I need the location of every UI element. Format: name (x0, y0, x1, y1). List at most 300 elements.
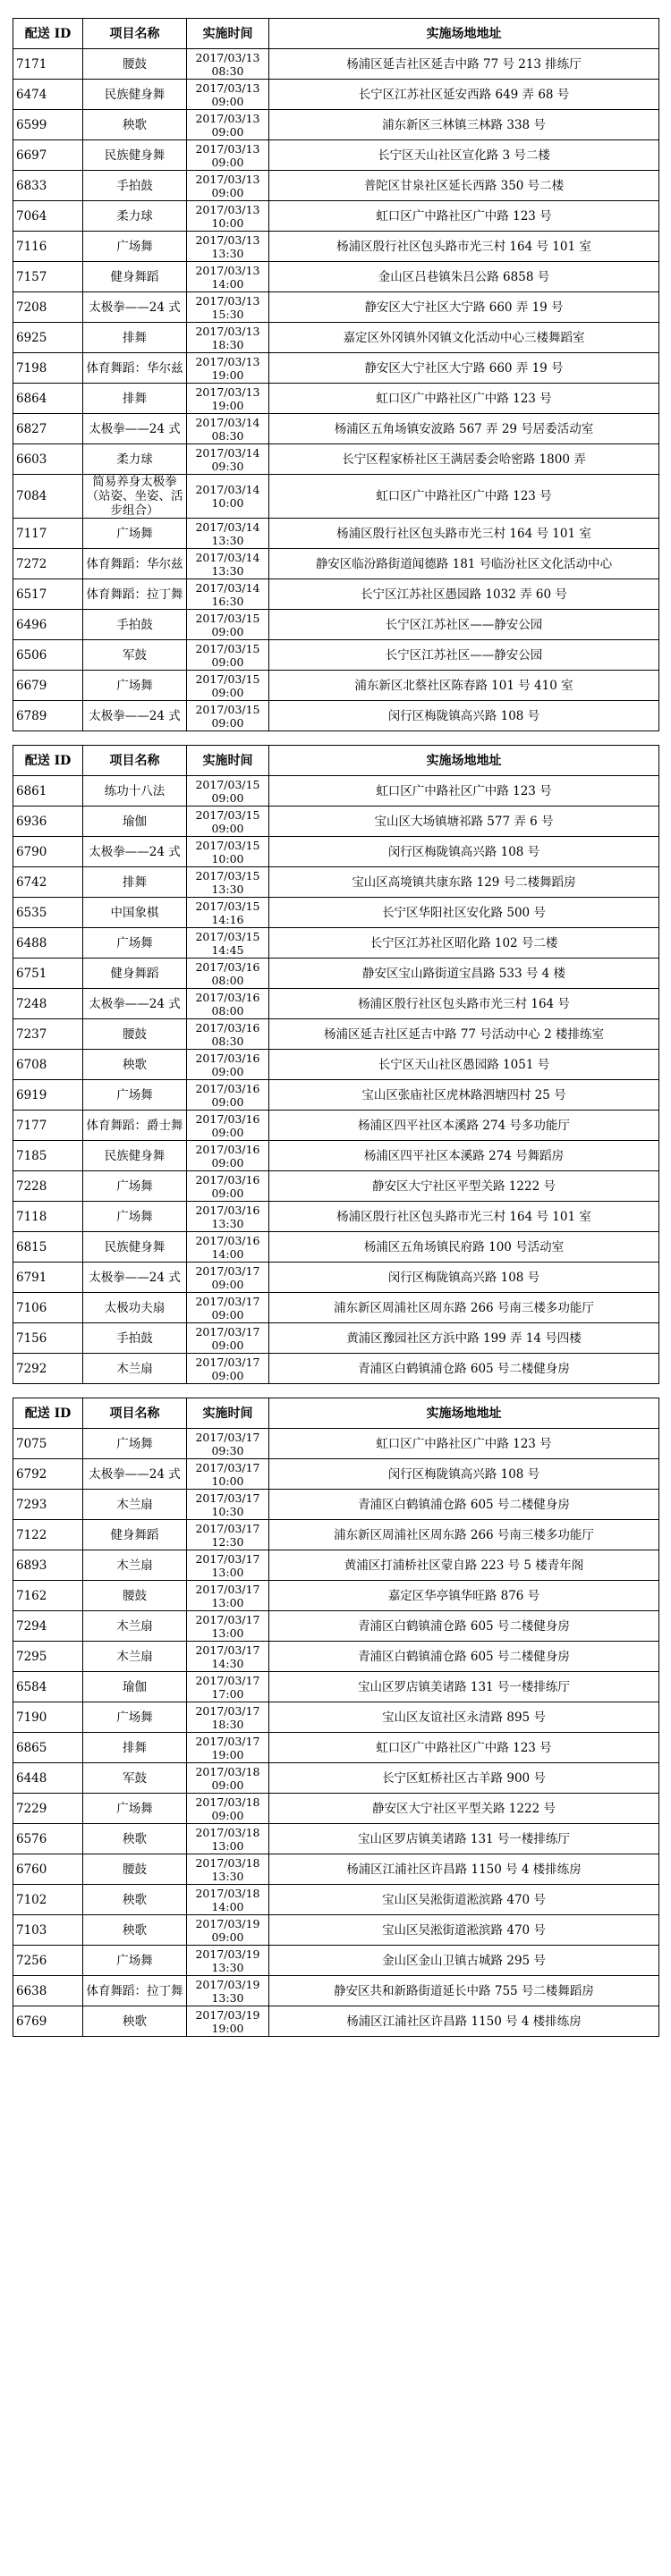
cell-id: 6506 (13, 640, 83, 671)
table-row (13, 928, 659, 959)
cell-address: 静安区大宁社区平型关路 1222 号 (269, 1794, 659, 1824)
cell-date-text: 2017/03/17 (195, 1324, 260, 1339)
cell-clock-text: 13:00 (211, 1595, 244, 1609)
table-row (13, 1080, 659, 1111)
cell-address: 青浦区白鹤镇浦仓路 605 号二楼健身房 (269, 1490, 659, 1520)
cell-clock-text: 08:00 (211, 973, 244, 987)
cell-project-name: 健身舞蹈 (83, 1520, 187, 1550)
cell-time (187, 414, 269, 444)
cell-id: 6893 (13, 1550, 83, 1581)
cell-clock-text: 13:00 (211, 1626, 244, 1640)
cell-project-name: 民族健身舞 (83, 1141, 187, 1171)
cell-project-name: 中国象棋 (83, 898, 187, 928)
cell-project-name: 秧歌 (83, 1824, 187, 1854)
cell-time (187, 1550, 269, 1581)
cell-project-name: 健身舞蹈 (83, 262, 187, 292)
cell-project-name: 秧歌 (83, 2006, 187, 2037)
table-row (13, 232, 659, 262)
cell-project-name: 秧歌 (83, 1050, 187, 1080)
cell-clock-text: 09:00 (211, 1277, 244, 1291)
column-header-time: 实施时间 (187, 746, 269, 776)
cell-date-text: 2017/03/13 (195, 80, 260, 95)
cell-address: 青浦区白鹤镇浦仓路 605 号二楼健身房 (269, 1642, 659, 1672)
column-header-name: 项目名称 (83, 19, 187, 49)
cell-date-text: 2017/03/13 (195, 111, 260, 125)
cell-date-text: 2017/03/13 (195, 172, 260, 186)
table-row (13, 292, 659, 323)
cell-address: 宝山区吴淞街道淞滨路 470 号 (269, 1885, 659, 1915)
cell-time (187, 1794, 269, 1824)
cell-time (187, 1019, 269, 1050)
table-row (13, 1824, 659, 1854)
table-row (13, 1581, 659, 1611)
cell-time (187, 928, 269, 959)
cell-clock-text: 14:16 (211, 912, 244, 926)
cell-time (187, 1581, 269, 1611)
cell-project-name: 广场舞 (83, 1202, 187, 1232)
cell-time (187, 1263, 269, 1293)
cell-id: 7118 (13, 1202, 83, 1232)
cell-address: 闵行区梅陇镇高兴路 108 号 (269, 837, 659, 867)
table-row (13, 1550, 659, 1581)
table-row (13, 1520, 659, 1550)
cell-id: 7075 (13, 1429, 83, 1459)
cell-id: 7272 (13, 549, 83, 579)
cell-project-name: 广场舞 (83, 1171, 187, 1202)
table-row (13, 444, 659, 475)
cell-time (187, 262, 269, 292)
cell-project-name: 太极拳——24 式 (83, 414, 187, 444)
cell-project-name: 太极拳——24 式 (83, 989, 187, 1019)
cell-project-name: 手拍鼓 (83, 610, 187, 640)
cell-project-name: 太极功夫扇 (83, 1293, 187, 1323)
cell-date-text: 2017/03/15 (195, 899, 260, 913)
table-row (13, 519, 659, 549)
cell-time (187, 444, 269, 475)
cell-address: 长宁区江苏社区延安西路 649 弄 68 号 (269, 80, 659, 110)
table-row (13, 1976, 659, 2006)
cell-time (187, 1520, 269, 1550)
cell-project-name: 瑜伽 (83, 1672, 187, 1702)
table-row (13, 1171, 659, 1202)
cell-date-text: 2017/03/13 (195, 50, 260, 64)
cell-address: 长宁区江苏社区愚园路 1032 弄 60 号 (269, 579, 659, 610)
cell-clock-text: 10:00 (211, 215, 244, 230)
table-row (13, 1794, 659, 1824)
cell-time (187, 640, 269, 671)
cell-address: 闵行区梅陇镇高兴路 108 号 (269, 1459, 659, 1490)
cell-id: 6576 (13, 1824, 83, 1854)
cell-clock-text: 13:30 (211, 1990, 244, 2005)
cell-time (187, 1141, 269, 1171)
cell-address: 杨浦区五角场镇安波路 567 弄 29 号居委活动室 (269, 414, 659, 444)
cell-id: 7256 (13, 1946, 83, 1976)
cell-project-name: 秧歌 (83, 110, 187, 140)
cell-address: 虹口区广中路社区广中路 123 号 (269, 1429, 659, 1459)
schedule-table (13, 1398, 659, 2037)
cell-time (187, 1854, 269, 1885)
cell-id: 7064 (13, 201, 83, 232)
table-row (13, 959, 659, 989)
cell-clock-text: 09:00 (211, 155, 244, 169)
column-header-address: 实施场地地址 (269, 1398, 659, 1429)
cell-id: 7185 (13, 1141, 83, 1171)
cell-project-name: 太极拳——24 式 (83, 292, 187, 323)
cell-time (187, 1642, 269, 1672)
table-row (13, 1111, 659, 1141)
cell-clock-text: 09:30 (211, 1443, 244, 1457)
cell-date-text: 2017/03/15 (195, 868, 260, 883)
cell-address: 杨浦区殷行社区包头路市光三村 164 号 (269, 989, 659, 1019)
cell-clock-text: 13:30 (211, 533, 244, 547)
cell-date-text: 2017/03/16 (195, 1203, 260, 1217)
cell-address: 杨浦区延吉社区延吉中路 77 号 213 排练厅 (269, 49, 659, 80)
cell-id: 6496 (13, 610, 83, 640)
cell-clock-text: 10:00 (211, 496, 244, 510)
cell-date-text: 2017/03/16 (195, 1142, 260, 1156)
cell-project-name: 体育舞蹈：华尔兹 (83, 549, 187, 579)
cell-address: 虹口区广中路社区广中路 123 号 (269, 384, 659, 414)
schedule-table (13, 745, 659, 1384)
cell-date-text: 2017/03/16 (195, 1172, 260, 1187)
cell-project-name: 体育舞蹈：拉丁舞 (83, 1976, 187, 2006)
cell-clock-text: 09:00 (211, 1186, 244, 1200)
cell-project-name: 太极拳——24 式 (83, 1459, 187, 1490)
column-header-id: 配送 ID (13, 19, 83, 49)
cell-date-text: 2017/03/13 (195, 354, 260, 368)
cell-clock-text: 09:00 (211, 1368, 244, 1382)
cell-id: 6864 (13, 384, 83, 414)
table-row (13, 549, 659, 579)
table-row (13, 1733, 659, 1763)
cell-clock-text: 09:00 (211, 790, 244, 805)
cell-address: 普陀区甘泉社区延长西路 350 号二楼 (269, 171, 659, 201)
cell-date-text: 2017/03/17 (195, 1430, 260, 1444)
cell-address: 长宁区江苏社区——静安公园 (269, 610, 659, 640)
cell-address: 嘉定区华亭镇华旺路 876 号 (269, 1581, 659, 1611)
cell-project-name: 柔力球 (83, 444, 187, 475)
cell-project-name: 瑜伽 (83, 807, 187, 837)
cell-date-text: 2017/03/16 (195, 1081, 260, 1095)
cell-clock-text: 15:30 (211, 307, 244, 321)
cell-date-text: 2017/03/18 (195, 1886, 260, 1900)
column-header-name: 项目名称 (83, 746, 187, 776)
table-row (13, 837, 659, 867)
cell-date-text: 2017/03/19 (195, 1977, 260, 1991)
cell-project-name: 广场舞 (83, 519, 187, 549)
cell-time (187, 323, 269, 353)
cell-clock-text: 19:00 (211, 2021, 244, 2035)
cell-project-name: 木兰扇 (83, 1354, 187, 1384)
cell-address: 金山区金山卫镇古城路 295 号 (269, 1946, 659, 1976)
cell-address: 虹口区广中路社区广中路 123 号 (269, 776, 659, 807)
cell-time (187, 1232, 269, 1263)
cell-project-name: 秧歌 (83, 1885, 187, 1915)
cell-project-name: 排舞 (83, 867, 187, 898)
cell-address: 静安区临汾路街道闻德路 181 号临汾社区文化活动中心 (269, 549, 659, 579)
cell-address: 虹口区广中路社区广中路 123 号 (269, 201, 659, 232)
cell-clock-text: 09:00 (211, 1778, 244, 1792)
table-row (13, 898, 659, 928)
cell-id: 6751 (13, 959, 83, 989)
cell-clock-text: 17:00 (211, 1686, 244, 1701)
cell-clock-text: 10:00 (211, 1474, 244, 1488)
cell-address: 宝山区大场镇塘祁路 577 弄 6 号 (269, 807, 659, 837)
table-row (13, 2006, 659, 2037)
cell-date-text: 2017/03/19 (195, 1947, 260, 1961)
cell-date-text: 2017/03/16 (195, 1233, 260, 1247)
table-row (13, 1702, 659, 1733)
cell-id: 6448 (13, 1763, 83, 1794)
cell-date-text: 2017/03/18 (195, 1825, 260, 1839)
cell-clock-text: 14:30 (211, 1656, 244, 1670)
cell-project-name: 木兰扇 (83, 1490, 187, 1520)
cell-time (187, 110, 269, 140)
cell-id: 6815 (13, 1232, 83, 1263)
table-row (13, 140, 659, 171)
cell-id: 7106 (13, 1293, 83, 1323)
cell-time (187, 1490, 269, 1520)
cell-date-text: 2017/03/17 (195, 1673, 260, 1687)
cell-date-text: 2017/03/14 (195, 445, 260, 460)
cell-id: 6833 (13, 171, 83, 201)
table-row (13, 1915, 659, 1946)
cell-project-name: 体育舞蹈：拉丁舞 (83, 579, 187, 610)
cell-time (187, 1672, 269, 1702)
cell-time (187, 519, 269, 549)
cell-project-name: 广场舞 (83, 1794, 187, 1824)
cell-project-name: 简易养身太极拳（站姿、坐姿、活步组合） (83, 475, 187, 519)
cell-address: 长宁区天山社区愚园路 1051 号 (269, 1050, 659, 1080)
cell-time (187, 1611, 269, 1642)
cell-clock-text: 09:30 (211, 459, 244, 473)
cell-clock-text: 13:30 (211, 1960, 244, 1974)
table-header-row (13, 19, 659, 49)
cell-time (187, 1171, 269, 1202)
cell-time (187, 80, 269, 110)
cell-address: 长宁区天山社区宣化路 3 号二楼 (269, 140, 659, 171)
cell-id: 7229 (13, 1794, 83, 1824)
cell-clock-text: 09:00 (211, 685, 244, 699)
cell-date-text: 2017/03/16 (195, 990, 260, 1004)
table-row (13, 1672, 659, 1702)
cell-address: 浦东新区周浦社区周东路 266 号南三楼多功能厅 (269, 1293, 659, 1323)
cell-date-text: 2017/03/16 (195, 1020, 260, 1035)
cell-address: 浦东新区三林镇三林路 338 号 (269, 110, 659, 140)
cell-date-text: 2017/03/14 (195, 580, 260, 595)
table-row (13, 323, 659, 353)
table-row (13, 171, 659, 201)
cell-clock-text: 18:30 (211, 1717, 244, 1731)
cell-id: 7295 (13, 1642, 83, 1672)
cell-date-text: 2017/03/18 (195, 1764, 260, 1778)
table-row (13, 475, 659, 519)
cell-clock-text: 14:00 (211, 276, 244, 291)
cell-address: 静安区大宁社区大宁路 660 弄 19 号 (269, 353, 659, 384)
cell-time (187, 1429, 269, 1459)
cell-date-text: 2017/03/16 (195, 959, 260, 974)
cell-date-text: 2017/03/13 (195, 263, 260, 277)
cell-address: 嘉定区外冈镇外冈镇文化活动中心三楼舞蹈室 (269, 323, 659, 353)
cell-id: 6865 (13, 1733, 83, 1763)
table-header-row (13, 1398, 659, 1429)
cell-project-name: 木兰扇 (83, 1611, 187, 1642)
cell-date-text: 2017/03/17 (195, 1734, 260, 1748)
table-row (13, 1854, 659, 1885)
cell-date-text: 2017/03/17 (195, 1294, 260, 1308)
table-row (13, 1642, 659, 1672)
cell-project-name: 军鼓 (83, 640, 187, 671)
cell-id: 6936 (13, 807, 83, 837)
cell-clock-text: 10:30 (211, 1504, 244, 1518)
table-row (13, 262, 659, 292)
cell-address: 长宁区华阳社区安化路 500 号 (269, 898, 659, 928)
cell-date-text: 2017/03/17 (195, 1551, 260, 1566)
table-row (13, 384, 659, 414)
table-row (13, 414, 659, 444)
cell-project-name: 广场舞 (83, 1702, 187, 1733)
cell-time (187, 1202, 269, 1232)
cell-date-text: 2017/03/15 (195, 838, 260, 852)
cell-date-text: 2017/03/15 (195, 611, 260, 625)
cell-date-text: 2017/03/17 (195, 1703, 260, 1718)
cell-date-text: 2017/03/18 (195, 1795, 260, 1809)
table-row (13, 1490, 659, 1520)
cell-address: 静安区大宁社区大宁路 660 弄 19 号 (269, 292, 659, 323)
cell-address: 杨浦区殷行社区包头路市光三村 164 号 101 室 (269, 1202, 659, 1232)
cell-address: 宝山区友谊社区永清路 895 号 (269, 1702, 659, 1733)
cell-id: 6708 (13, 1050, 83, 1080)
cell-address: 黄浦区豫园社区方浜中路 199 弄 14 号四楼 (269, 1323, 659, 1354)
cell-time (187, 171, 269, 201)
cell-project-name: 排舞 (83, 1733, 187, 1763)
table-row (13, 1946, 659, 1976)
column-header-id: 配送 ID (13, 1398, 83, 1429)
cell-clock-text: 08:30 (211, 63, 244, 78)
cell-id: 7292 (13, 1354, 83, 1384)
cell-time (187, 579, 269, 610)
cell-id: 6535 (13, 898, 83, 928)
table-row (13, 867, 659, 898)
cell-time (187, 837, 269, 867)
cell-clock-text: 12:30 (211, 1534, 244, 1549)
cell-id: 6919 (13, 1080, 83, 1111)
table-row (13, 640, 659, 671)
cell-address: 长宁区程家桥社区王满居委会哈密路 1800 弄 (269, 444, 659, 475)
cell-clock-text: 13:00 (211, 1838, 244, 1853)
cell-project-name: 民族健身舞 (83, 1232, 187, 1263)
cell-address: 杨浦区江浦社区许昌路 1150 号 4 楼排练房 (269, 2006, 659, 2037)
cell-project-name: 体育舞蹈：爵士舞 (83, 1111, 187, 1141)
cell-project-name: 腰鼓 (83, 49, 187, 80)
cell-time (187, 353, 269, 384)
cell-id: 6792 (13, 1459, 83, 1490)
cell-address: 杨浦区四平社区本溪路 274 号舞蹈房 (269, 1141, 659, 1171)
table-row (13, 1885, 659, 1915)
cell-date-text: 2017/03/13 (195, 232, 260, 247)
cell-clock-text: 19:00 (211, 398, 244, 412)
cell-clock-text: 13:00 (211, 1565, 244, 1579)
cell-date-text: 2017/03/14 (195, 519, 260, 534)
cell-project-name: 柔力球 (83, 201, 187, 232)
cell-id: 6638 (13, 1976, 83, 2006)
cell-project-name: 太极拳——24 式 (83, 837, 187, 867)
cell-date-text: 2017/03/14 (195, 415, 260, 429)
table-row (13, 201, 659, 232)
cell-project-name: 排舞 (83, 323, 187, 353)
cell-id: 7237 (13, 1019, 83, 1050)
cell-clock-text: 13:30 (211, 563, 244, 578)
cell-address: 长宁区江苏社区昭化路 102 号二楼 (269, 928, 659, 959)
table-row (13, 701, 659, 731)
cell-date-text: 2017/03/15 (195, 671, 260, 686)
cell-time (187, 1976, 269, 2006)
cell-address: 宝山区罗店镇美诸路 131 号一楼排练厅 (269, 1672, 659, 1702)
cell-clock-text: 08:00 (211, 1003, 244, 1018)
cell-project-name: 军鼓 (83, 1763, 187, 1794)
cell-clock-text: 13:30 (211, 882, 244, 896)
cell-id: 7198 (13, 353, 83, 384)
cell-id: 7248 (13, 989, 83, 1019)
cell-clock-text: 09:00 (211, 1064, 244, 1078)
cell-clock-text: 14:00 (211, 1899, 244, 1913)
table-row (13, 989, 659, 1019)
cell-clock-text: 16:30 (211, 594, 244, 608)
cell-date-text: 2017/03/15 (195, 777, 260, 791)
cell-id: 6742 (13, 867, 83, 898)
cell-id: 6791 (13, 1263, 83, 1293)
cell-address: 长宁区虹桥社区古羊路 900 号 (269, 1763, 659, 1794)
cell-address: 静安区共和新路街道延长中路 755 号二楼舞蹈房 (269, 1976, 659, 2006)
cell-project-name: 腰鼓 (83, 1854, 187, 1885)
cell-project-name: 手拍鼓 (83, 171, 187, 201)
cell-id: 6925 (13, 323, 83, 353)
cell-id: 6488 (13, 928, 83, 959)
table-row (13, 1263, 659, 1293)
cell-clock-text: 13:30 (211, 1869, 244, 1883)
cell-date-text: 2017/03/14 (195, 483, 260, 496)
cell-clock-text: 09:00 (211, 1808, 244, 1822)
cell-clock-text: 09:00 (211, 655, 244, 669)
cell-time (187, 2006, 269, 2037)
cell-clock-text: 09:00 (211, 624, 244, 638)
cell-date-text: 2017/03/17 (195, 1521, 260, 1535)
cell-time (187, 776, 269, 807)
table-row (13, 49, 659, 80)
cell-address: 宝山区张庙社区虎林路泗塘四村 25 号 (269, 1080, 659, 1111)
cell-address: 杨浦区江浦社区许昌路 1150 号 4 楼排练房 (269, 1854, 659, 1885)
cell-id: 6789 (13, 701, 83, 731)
cell-id: 7116 (13, 232, 83, 262)
column-header-address: 实施场地地址 (269, 746, 659, 776)
cell-time (187, 1050, 269, 1080)
cell-time (187, 1824, 269, 1854)
cell-date-text: 2017/03/17 (195, 1491, 260, 1505)
cell-id: 6603 (13, 444, 83, 475)
column-header-time: 实施时间 (187, 19, 269, 49)
cell-date-text: 2017/03/13 (195, 202, 260, 216)
column-header-id: 配送 ID (13, 746, 83, 776)
cell-id: 7103 (13, 1915, 83, 1946)
cell-id: 7177 (13, 1111, 83, 1141)
table-row (13, 776, 659, 807)
cell-date-text: 2017/03/13 (195, 324, 260, 338)
table-row (13, 671, 659, 701)
cell-project-name: 广场舞 (83, 928, 187, 959)
table-row (13, 110, 659, 140)
cell-clock-text: 19:00 (211, 1747, 244, 1761)
cell-address: 杨浦区延吉社区延吉中路 77 号活动中心 2 楼排练室 (269, 1019, 659, 1050)
